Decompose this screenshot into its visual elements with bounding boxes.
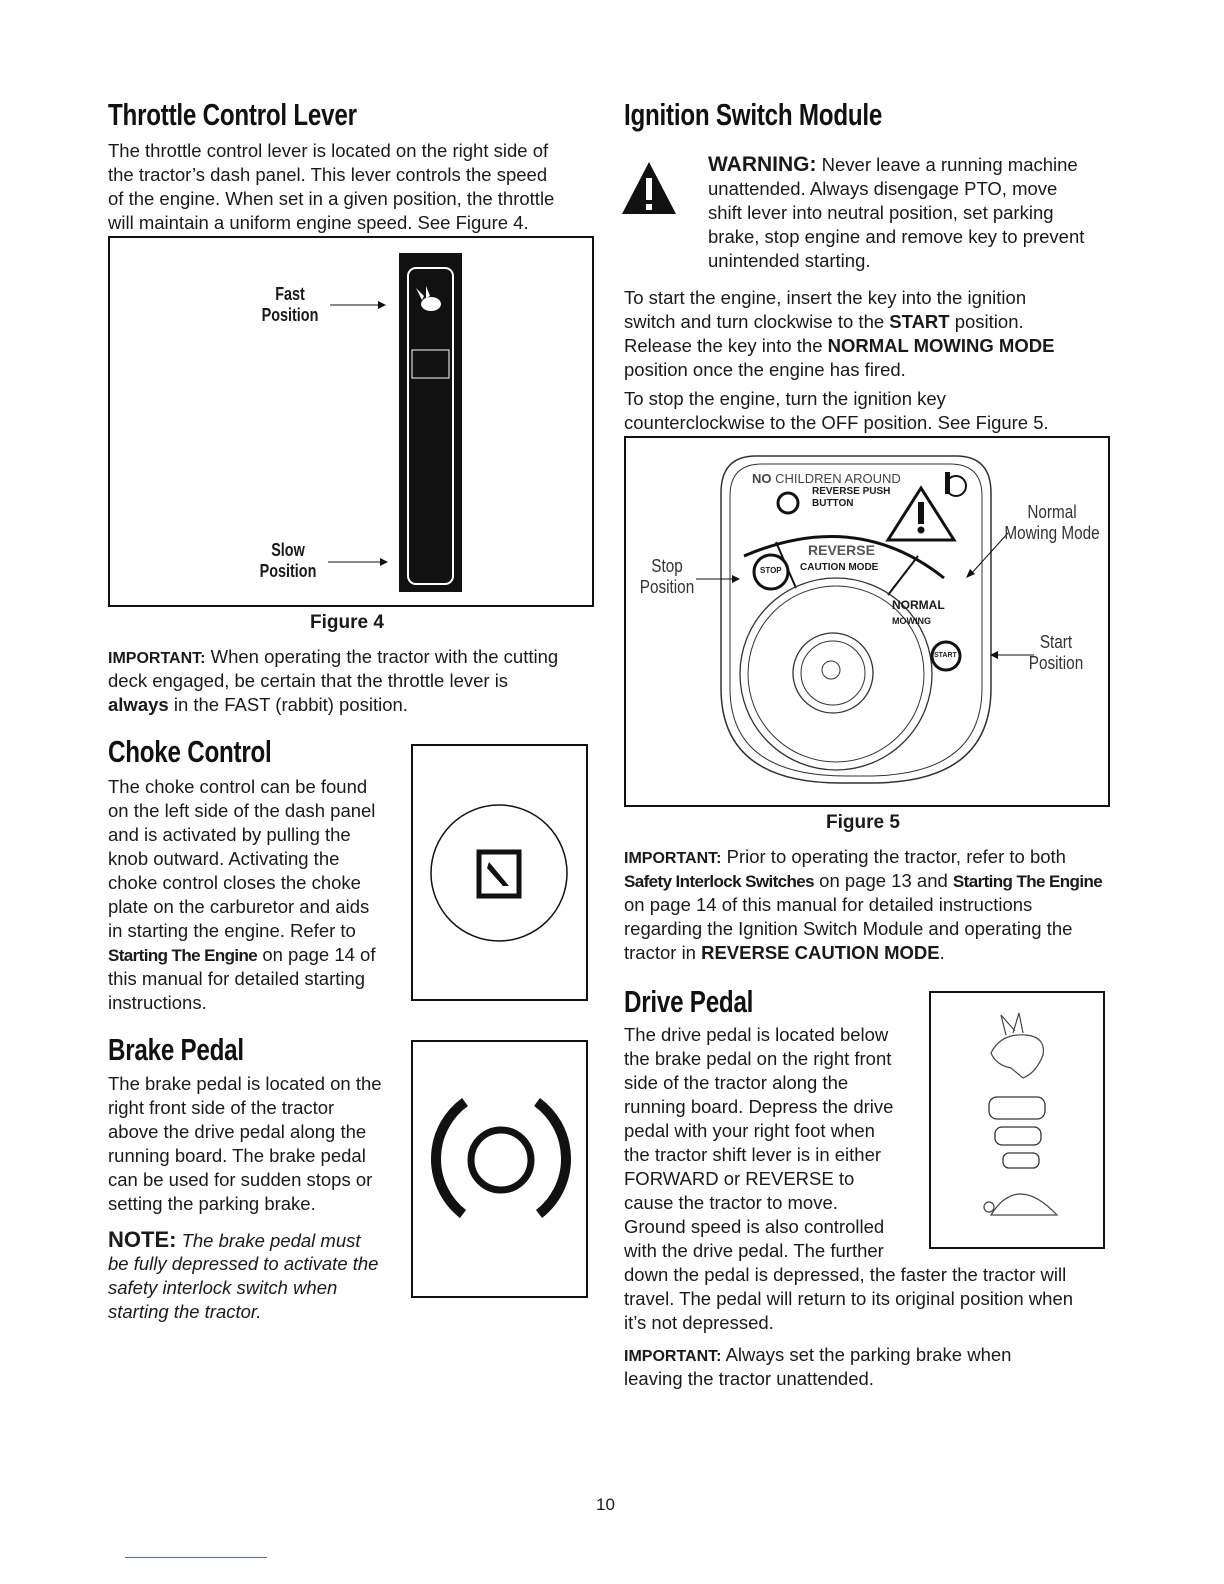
- text-line: on the left side of the dash panel: [108, 800, 376, 821]
- turtle-icon: [984, 1194, 1057, 1215]
- text-line: .: [939, 942, 945, 963]
- panel-reverse-text: REVERSE: [808, 542, 875, 558]
- text-line: it’s not depressed.: [624, 1312, 774, 1333]
- text-line: of the engine. When set in a given position, the throttle: [108, 188, 555, 209]
- text-line: the tractor’s dash panel. This lever controls the speed: [108, 164, 548, 185]
- text-line: on page 13 and: [819, 870, 948, 891]
- throttle-heading: Throttle Control Lever: [108, 97, 357, 132]
- text-line: The drive pedal is located below: [624, 1024, 889, 1045]
- text-line: choke control closes the choke: [108, 872, 361, 893]
- drive-pedal-decal: [931, 993, 1107, 1251]
- footer-rule: [125, 1557, 267, 1558]
- arrow-icon: [330, 301, 386, 309]
- text-line: the brake pedal on the right front: [624, 1048, 892, 1069]
- choke-paragraph: [108, 775, 375, 1015]
- arrow-icon: [328, 558, 388, 566]
- throttle-important: [108, 645, 558, 717]
- text-line: FORWARD or REVERSE to: [624, 1168, 855, 1189]
- panel-stop-text: STOP: [760, 566, 782, 575]
- throttle-decal: [110, 238, 596, 609]
- text-line: this manual for detailed starting: [108, 968, 366, 989]
- figure-4-caption: Figure 4: [310, 612, 384, 633]
- start-position-label: [1025, 632, 1086, 674]
- text-line: will maintain a uniform engine speed. See Figure 4.: [108, 212, 529, 233]
- text-line: in the FAST (rabbit) position.: [173, 694, 408, 715]
- text-line: Slow: [271, 540, 305, 560]
- panel-reverse-push-text: [812, 486, 890, 510]
- warning-paragraph: [708, 153, 1084, 273]
- text-line: Always set the parking brake when: [725, 1344, 1012, 1365]
- key-slot-icon: [822, 661, 840, 679]
- text-line: To stop the engine, turn the ignition key: [624, 388, 946, 409]
- text-line: Prior to operating the tractor, refer to both: [726, 846, 1066, 867]
- text-line: instructions.: [108, 992, 207, 1013]
- text-line: Normal: [1027, 502, 1077, 522]
- text-line: START: [889, 311, 950, 332]
- emphasis-always: always: [108, 694, 169, 715]
- choke-heading: Choke Control: [108, 734, 272, 769]
- text-line: running board. The brake pedal: [108, 1145, 366, 1166]
- brake-figure: [411, 1040, 588, 1298]
- panel-caution-text: CAUTION MODE: [800, 562, 879, 573]
- normal-mowing-mode-label: [1003, 502, 1102, 544]
- page-number: 10: [596, 1495, 615, 1514]
- figure-5: [624, 436, 1110, 807]
- text-line: position once the engine has fired.: [624, 359, 906, 380]
- text-line: on page 14 of this manual for detailed instructions: [624, 894, 1033, 915]
- reverse-push-button-icon: [778, 493, 798, 513]
- choke-icon: [413, 746, 590, 1003]
- text-line: The brake pedal must: [181, 1230, 361, 1251]
- throttle-paragraph: [108, 139, 554, 235]
- text-line: and is activated by pulling the: [108, 824, 351, 845]
- brake-heading: Brake Pedal: [108, 1032, 244, 1067]
- drive-important: [624, 1343, 1011, 1391]
- text-line: NO: [752, 471, 772, 486]
- text-line: knob outward. Activating the: [108, 848, 340, 869]
- text-line: regarding the Ignition Switch Module and operating the: [624, 918, 1073, 939]
- arrow-icon: [696, 575, 740, 583]
- text-line: The brake pedal is located on the: [108, 1073, 382, 1094]
- figure-4: [108, 236, 594, 607]
- text-line: can be used for sudden stops or: [108, 1169, 373, 1190]
- text-line: the tractor shift lever is in either: [624, 1144, 882, 1165]
- text-line: unattended. Always disengage PTO, move: [708, 178, 1058, 199]
- ignition-heading: Ignition Switch Module: [624, 97, 883, 132]
- brake-icon: [413, 1042, 590, 1300]
- text-line: Never leave a running machine: [821, 154, 1078, 175]
- text-line: Fast: [275, 284, 305, 304]
- text-line: setting the parking brake.: [108, 1193, 316, 1214]
- text-line: with the drive pedal. The further: [624, 1240, 884, 1261]
- link-starting-the-engine: Starting The Engine: [108, 946, 258, 965]
- text-line: leaving the tractor unattended.: [624, 1368, 874, 1389]
- text-line: Stop: [651, 556, 683, 576]
- warning-icon: [620, 160, 678, 216]
- note-label: NOTE:: [108, 1227, 177, 1252]
- text-line: Release the key into the: [624, 335, 823, 356]
- start-paragraph: [624, 286, 1054, 382]
- link-safety-interlock-switches: Safety Interlock Switches: [624, 872, 815, 891]
- text-line: When operating the tractor with the cutting: [210, 646, 559, 667]
- drive-pedal-figure: [929, 991, 1105, 1249]
- link-starting-the-engine: Starting The Engine: [952, 872, 1103, 891]
- text-line: plate on the carburetor and aids: [108, 896, 370, 917]
- text-line: Start: [1039, 632, 1073, 652]
- warning-label: WARNING:: [708, 153, 817, 176]
- rabbit-icon: [991, 1013, 1043, 1078]
- stop-paragraph: [624, 387, 1049, 435]
- brake-note: [108, 1228, 378, 1324]
- text-line: on page 14 of: [262, 944, 376, 965]
- panel-start-text: START: [934, 652, 957, 659]
- text-line: above the drive pedal along the: [108, 1121, 367, 1142]
- text-line: switch and turn clockwise to the: [624, 311, 885, 332]
- text-line: position.: [954, 311, 1024, 332]
- text-line: Mowing Mode: [1004, 523, 1100, 543]
- text-line: side of the tractor along the: [624, 1072, 849, 1093]
- no-children-icon: [945, 472, 966, 496]
- panel-no-children-text: [752, 471, 901, 486]
- text-line: To start the engine, insert the key into the ignition: [624, 287, 1027, 308]
- arrow-icon: [966, 533, 1008, 578]
- important-label: IMPORTANT:: [108, 650, 206, 667]
- text-line: Position: [261, 305, 319, 325]
- text-line: Position: [259, 561, 317, 581]
- text-line: BUTTON: [812, 498, 854, 509]
- text-line: down the pedal is depressed, the faster the tractor will: [624, 1264, 1067, 1285]
- text-line: starting the tractor.: [108, 1301, 262, 1322]
- text-line: REVERSE CAUTION MODE: [701, 942, 940, 963]
- caution-triangle-icon: [888, 488, 954, 540]
- panel-normal-text: NORMAL: [892, 598, 945, 612]
- text-line: NORMAL MOWING MODE: [827, 335, 1055, 356]
- text-line: running board. Depress the drive: [624, 1096, 894, 1117]
- important-label: IMPORTANT:: [624, 850, 722, 867]
- text-line: Position: [639, 577, 695, 597]
- text-line: travel. The pedal will return to its original position when: [624, 1288, 1074, 1309]
- drive-heading: Drive Pedal: [624, 984, 754, 1019]
- text-line: deck engaged, be certain that the throttle lever is: [108, 670, 509, 691]
- text-line: Ground speed is also controlled: [624, 1216, 885, 1237]
- text-line: Position: [1028, 653, 1084, 673]
- stop-position-label: [637, 556, 697, 598]
- text-line: in starting the engine. Refer to: [108, 920, 356, 941]
- text-line: be fully depressed to activate the: [108, 1253, 379, 1274]
- text-line: pedal with your right foot when: [624, 1120, 875, 1141]
- brake-paragraph: [108, 1072, 382, 1216]
- text-line: safety interlock switch when: [108, 1277, 338, 1298]
- important-label: IMPORTANT:: [624, 1348, 722, 1365]
- text-line: counterclockwise to the OFF position. See Figure 5.: [624, 412, 1049, 433]
- figure-5-caption: Figure 5: [826, 812, 900, 833]
- choke-figure: [411, 744, 588, 1001]
- text-line: brake, stop engine and remove key to prevent: [708, 226, 1085, 247]
- panel-mowing-text: MOWING: [892, 616, 931, 626]
- text-line: cause the tractor to move.: [624, 1192, 838, 1213]
- text-line: REVERSE PUSH: [812, 486, 891, 497]
- text-line: The throttle control lever is located on the right side of: [108, 140, 549, 161]
- text-line: tractor in: [624, 942, 696, 963]
- text-line: CHILDREN AROUND: [775, 471, 901, 486]
- text-line: shift lever into neutral position, set parking: [708, 202, 1054, 223]
- text-line: right front side of the tractor: [108, 1097, 335, 1118]
- ignition-important: [624, 845, 1102, 965]
- text-line: unintended starting.: [708, 250, 871, 271]
- text-line: The choke control can be found: [108, 776, 368, 797]
